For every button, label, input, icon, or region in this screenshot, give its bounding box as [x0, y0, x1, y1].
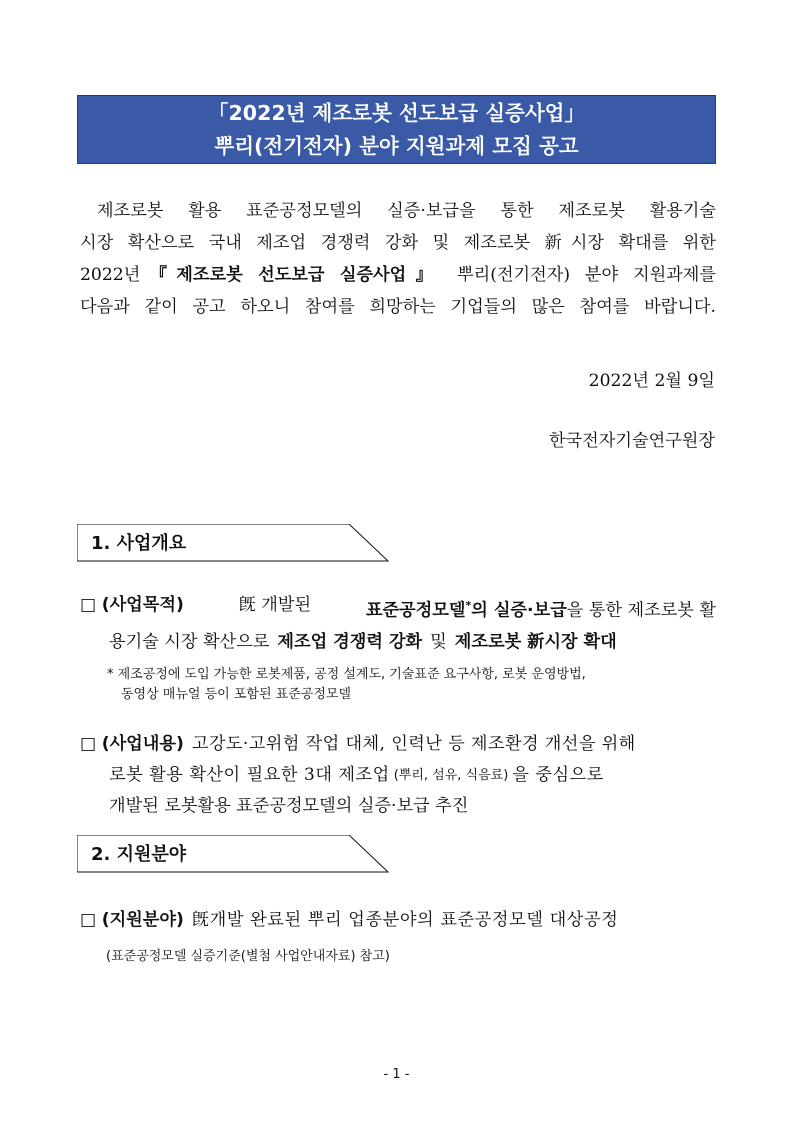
purpose-text-3: 용기술 시장 확산으로 [109, 631, 270, 652]
signer: 한국전자기술연구원장 [548, 431, 715, 451]
purpose-bold-2: 의 실증·보급 [471, 600, 567, 621]
page-title [77, 95, 716, 164]
section-1-label: 1. 사업개요 [91, 533, 187, 554]
purpose-tag: (사업목적) [101, 595, 184, 615]
purpose-bold-4: 제조로봇 新시장 확대 [454, 631, 617, 652]
section-2-label: 2. 지원분야 [91, 844, 187, 865]
purpose-text-2: 을 통한 제조로봇 활 [566, 600, 716, 621]
footnote-star: * [465, 599, 472, 612]
field-tag: (지원분야) [101, 910, 184, 930]
purpose-bold-1: 표준공정모델 [365, 600, 466, 621]
intro-project-name: 『제조로봇 선도보급 실증사업』 [140, 265, 443, 285]
intro-line-3 [80, 260, 716, 292]
content-item [80, 729, 716, 822]
content-line-1: 고강도·고위험 작업 대체, 인력난 등 제조환경 개선을 위해 [191, 734, 636, 754]
footnote [107, 665, 717, 705]
intro-year: 2022년 [80, 265, 141, 285]
intro-line-2: 시장 확산으로 국내 제조업 경쟁력 강화 및 제조로봇 新시장 확대를 위한 [80, 233, 716, 253]
intro-field: 뿌리(전기전자) 분야 지원과제를 [457, 265, 716, 285]
content-tag: (사업내용) [101, 734, 184, 754]
checkbox-square: □ [80, 734, 97, 754]
content-line-2-post: 을 중심으로 [512, 765, 604, 785]
checkbox-square: □ [80, 910, 97, 930]
purpose-text-1: 旣 개발된 [238, 595, 312, 615]
field-item [80, 905, 716, 936]
content-line-3: 개발된 로봇활용 표준공정모델의 실증·보급 추진 [109, 796, 469, 816]
intro-line-4: 다음과 같이 공고 하오니 참여를 희망하는 기업들의 많은 참여를 바랍니다. [80, 297, 716, 317]
intro-line-1: 제조로봇 활용 표준공정모델의 실증·보급을 통한 제조로봇 활용기술 [97, 201, 716, 221]
purpose-bold-3: 제조업 경쟁력 강화 [277, 631, 423, 652]
purpose-item [80, 590, 716, 658]
content-line-2-pre: 로봇 활용 확산이 필요한 3대 제조업 [109, 765, 390, 785]
content-line-2-small: (뿌리, 섬유, 식음료) [393, 768, 509, 783]
field-line-2: (표준공정모델 실증기준(별첨 사업안내자료) 참고) [106, 949, 390, 964]
footnote-line-1: * 제조공정에 도입 가능한 로봇제품, 공정 설계도, 기술표준 요구사항, 로봇 운영방법, [107, 667, 586, 682]
section-1-header [77, 524, 389, 562]
checkbox-square: □ [80, 595, 97, 615]
page-number: - 1 - [383, 1067, 410, 1082]
footnote-line-2: 동영상 매뉴얼 등이 포함된 표준공정모델 [121, 687, 352, 702]
purpose-text-4: 및 [430, 631, 447, 652]
section-2-header [77, 835, 389, 873]
title-line-2: 뿌리(전기전자) 분야 지원과제 모집 공고 [214, 134, 579, 158]
field-line-1: 旣개발 완료된 뿌리 업종분야의 표준공정모델 대상공정 [191, 910, 619, 930]
title-line-1: 「2022년 제조로봇 선도보급 실증사업」 [208, 101, 585, 125]
announcement-date: 2022년 2월 9일 [588, 371, 715, 391]
